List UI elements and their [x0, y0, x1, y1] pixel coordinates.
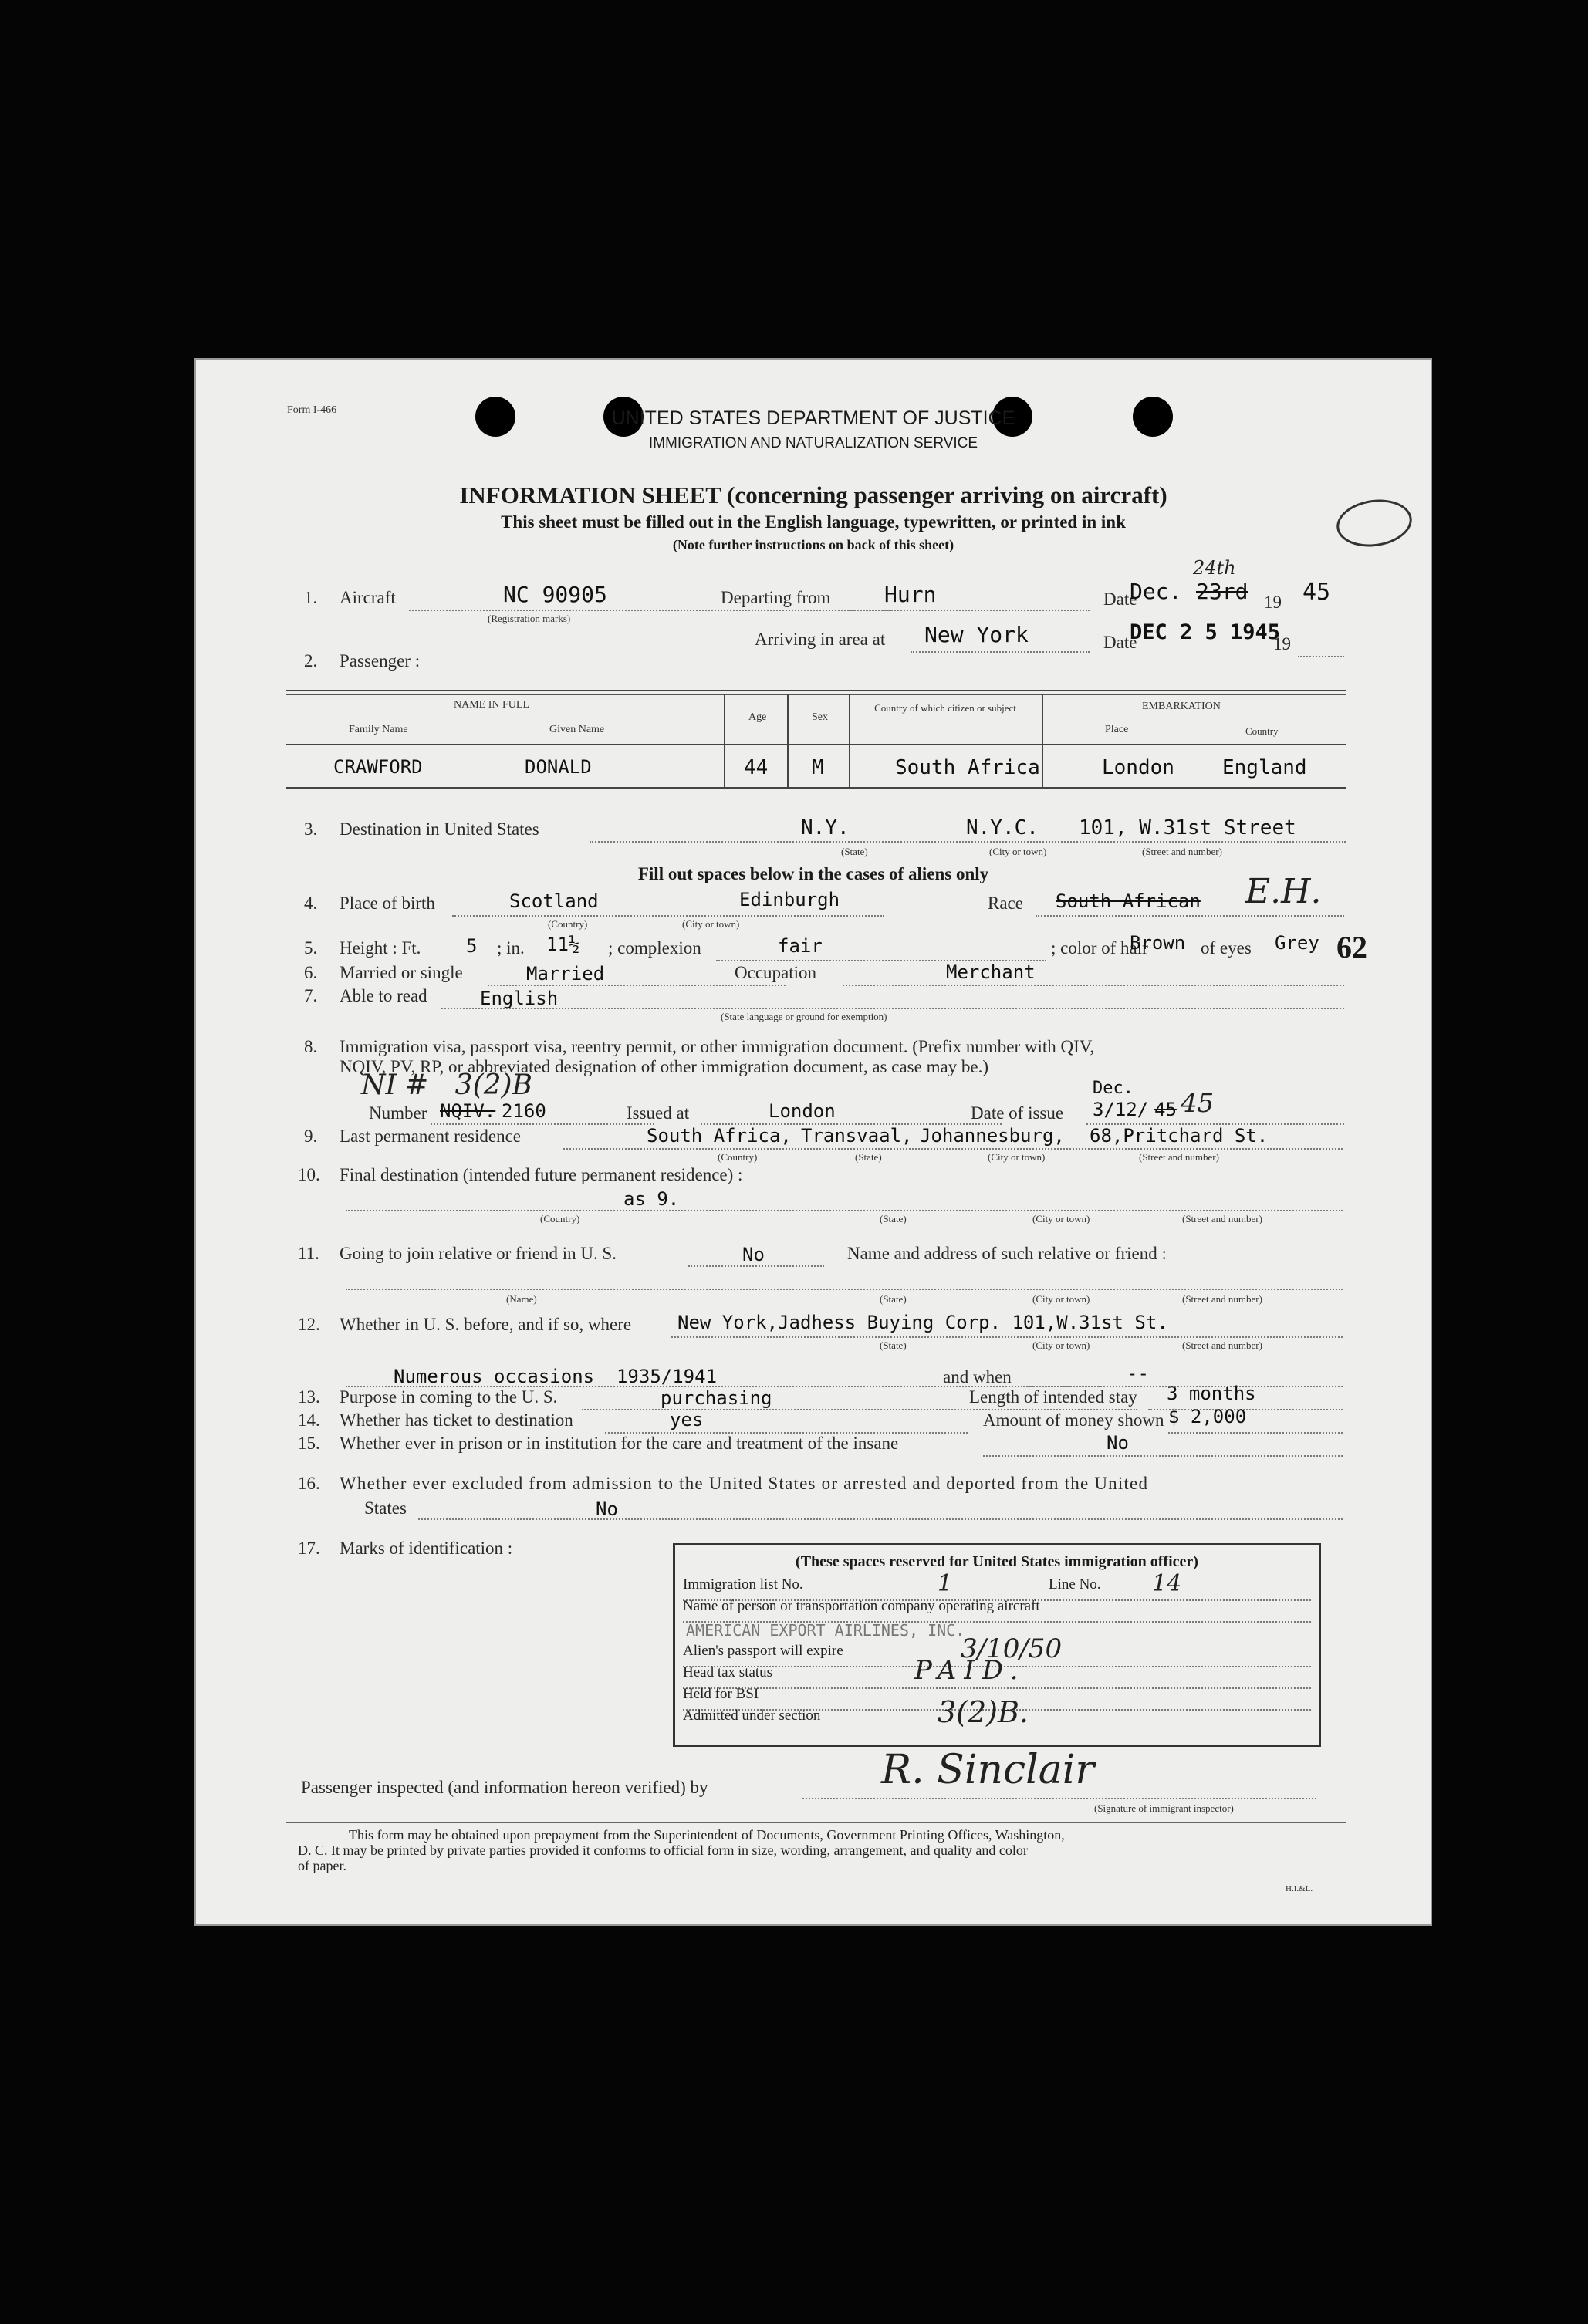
aircraft-label: Aircraft	[340, 588, 396, 607]
before-cap-city: (City or town)	[1032, 1339, 1090, 1351]
line-label: Line No.	[1049, 1576, 1101, 1593]
age-header: Age	[748, 711, 767, 723]
residence-cap-street: (Street and number)	[1139, 1151, 1219, 1163]
excluded-value: No	[596, 1498, 618, 1520]
ticket-value: yes	[670, 1409, 704, 1431]
ticket-label: Whether has ticket to destination	[340, 1410, 573, 1430]
q2-number: 2.	[304, 651, 318, 671]
citizen-header: Country of which citizen or subject	[874, 702, 1016, 714]
q9-number: 9.	[304, 1127, 318, 1146]
inspection-label: Passenger inspected (and information hereon verified) by	[301, 1778, 708, 1797]
eyes-label: of eyes	[1201, 938, 1252, 958]
residence-cap-country: (Country)	[718, 1151, 758, 1163]
arriving-label: Arriving in area at	[755, 630, 886, 649]
list-value: 1	[938, 1570, 953, 1597]
read-label: Able to read	[340, 986, 427, 1005]
passport-expire-label: Alien's passport will expire	[683, 1643, 843, 1659]
date-value: Dec.	[1130, 579, 1182, 604]
q14-number: 14.	[298, 1410, 320, 1430]
when-value: --	[1127, 1363, 1149, 1384]
relative-label: Going to join relative or friend in U. S.	[340, 1244, 617, 1263]
complexion-value: fair	[778, 935, 823, 957]
birth-country: Scotland	[509, 890, 599, 912]
before-value: New York,Jadhess Buying Corp. 101,W.31st St.	[677, 1312, 1168, 1333]
given-name-value: DONALD	[525, 756, 592, 778]
issue-date-above: Dec.	[1093, 1079, 1134, 1098]
place-value: London	[1102, 756, 1174, 779]
visa-text-1: Immigration visa, passport visa, reentry permit, or other immigration document. (Prefix number with QIV,	[340, 1037, 1095, 1056]
cap-street: (Street and number)	[1142, 846, 1222, 857]
height-in-label: ; in.	[497, 938, 525, 958]
form-sheet	[194, 358, 1432, 1926]
eyes-value: Grey	[1275, 932, 1319, 954]
residence-street: 68,Pritchard St.	[1090, 1125, 1269, 1147]
admitted-value: 3(2)B.	[938, 1695, 1029, 1729]
embarkation-header: EMBARKATION	[1142, 701, 1221, 712]
money-value: $ 2,000	[1168, 1406, 1247, 1427]
list-label: Immigration list No.	[683, 1576, 803, 1593]
given-name-header: Given Name	[549, 724, 605, 735]
excluded-label-2: States	[364, 1498, 407, 1518]
instructions-note: (Note further instructions on back of this sheet)	[672, 537, 954, 552]
name-in-full-header: NAME IN FULL	[454, 699, 529, 711]
aliens-heading: Fill out spaces below in the cases of aliens only	[637, 864, 989, 883]
occupation-label: Occupation	[735, 963, 817, 982]
residence-state: Transvaal,	[801, 1125, 913, 1147]
birth-cap-city: (City or town)	[682, 918, 740, 930]
birth-cap-country: (Country)	[548, 918, 588, 930]
before-label: Whether in U. S. before, and if so, where	[340, 1315, 632, 1334]
stay-value: 3 months	[1167, 1383, 1256, 1404]
destination-city: N.Y.C.	[966, 816, 1039, 839]
final-cap-state: (State)	[880, 1213, 907, 1224]
final-cap-city: (City or town)	[1032, 1213, 1090, 1224]
officer-box-heading: (These spaces reserved for United States immigration officer)	[796, 1553, 1198, 1570]
q12-number: 12.	[298, 1315, 320, 1334]
issued-label: Issued at	[627, 1103, 690, 1123]
country-header: Country	[1245, 725, 1279, 737]
footer-text-3: of paper.	[298, 1858, 346, 1873]
race-value: South African	[1056, 890, 1201, 912]
residence-cap-state: (State)	[855, 1151, 882, 1163]
date2-century: 19	[1273, 634, 1291, 654]
q3-number: 3.	[304, 819, 318, 839]
identification-label: Marks of identification :	[340, 1539, 513, 1558]
visa-number-struck: NQIV.	[440, 1100, 496, 1122]
q17-number: 17.	[298, 1539, 320, 1558]
destination-state: N.Y.	[801, 816, 850, 839]
date-label: Date	[1103, 589, 1137, 609]
hair-value: Brown	[1130, 932, 1186, 954]
married-label: Married or single	[340, 963, 463, 982]
printer-mark: H.I.&L.	[1286, 1884, 1313, 1893]
signature-caption: (Signature of immigrant inspector)	[1094, 1802, 1234, 1814]
before-cap-state: (State)	[880, 1339, 907, 1351]
date2-stamp: DEC 2 5 1945	[1130, 620, 1281, 644]
issue-date-value: 3/12/	[1093, 1099, 1149, 1120]
q5-number: 5.	[304, 938, 318, 958]
officer-box	[673, 1543, 1321, 1747]
purpose-label: Purpose in coming to the U. S.	[340, 1387, 558, 1407]
final-cap-street: (Street and number)	[1182, 1213, 1262, 1224]
passport-expire-value: 3/10/50	[961, 1633, 1063, 1664]
aircraft-value: NC 90905	[503, 582, 607, 607]
q7-number: 7.	[304, 986, 318, 1005]
department-title: UNITED STATES DEPARTMENT OF JUSTICE	[611, 407, 1015, 429]
residence-label: Last permanent residence	[340, 1127, 521, 1146]
complexion-label: ; complexion	[608, 938, 701, 958]
head-tax-label: Head tax status	[683, 1664, 773, 1681]
registration-caption: (Registration marks)	[488, 613, 571, 624]
inspector-signature: R. Sinclair	[881, 1747, 1095, 1793]
before-cap-street: (Street and number)	[1182, 1339, 1262, 1351]
relative-cap-state: (State)	[880, 1293, 907, 1305]
visa-number-value: 2160	[502, 1100, 546, 1122]
margin-number: 62	[1336, 930, 1367, 964]
page-title: INFORMATION SHEET (concerning passenger arriving on aircraft)	[459, 481, 1167, 508]
residence-country: South Africa,	[647, 1125, 792, 1147]
visa-handwritten: NI # 3(2)B	[361, 1069, 533, 1101]
citizen-value: South Africa	[895, 756, 1040, 779]
q6-number: 6.	[304, 963, 318, 982]
race-label: Race	[988, 893, 1023, 913]
sex-header: Sex	[812, 711, 828, 723]
country-value: England	[1222, 756, 1307, 779]
age-value: 44	[744, 756, 769, 779]
relative-name-label: Name and address of such relative or friend :	[847, 1244, 1167, 1263]
residence-cap-city: (City or town)	[988, 1151, 1046, 1163]
q10-number: 10.	[298, 1165, 320, 1184]
relative-value: No	[742, 1244, 765, 1265]
place-header: Place	[1105, 724, 1129, 735]
q8-number: 8.	[304, 1037, 318, 1056]
residence-city: Johannesburg,	[920, 1125, 1065, 1147]
final-destination-value: as 9.	[623, 1188, 680, 1210]
visa-number-label: Number	[369, 1103, 427, 1123]
relative-cap-city: (City or town)	[1032, 1293, 1090, 1305]
issue-date-handwritten: 45	[1181, 1088, 1215, 1119]
destination-label: Destination in United States	[340, 819, 539, 839]
family-name-value: CRAWFORD	[333, 756, 423, 778]
cap-state: (State)	[841, 846, 868, 857]
height-in: 11½	[546, 934, 580, 955]
prison-value: No	[1107, 1432, 1129, 1454]
footer-text-2: D. C. It may be printed by private parties provided it conforms to official form in size, wording, arrangement, and quality and color	[298, 1843, 1028, 1858]
service-title: IMMIGRATION AND NATURALIZATION SERVICE	[648, 435, 978, 451]
date-year: 45	[1302, 579, 1331, 606]
issued-value: London	[769, 1100, 836, 1122]
married-value: Married	[526, 963, 605, 985]
destination-street: 101, W.31st Street	[1079, 816, 1296, 839]
date2-label: Date	[1103, 633, 1137, 652]
read-value: English	[480, 988, 559, 1009]
birth-label: Place of birth	[340, 893, 435, 913]
operator-label: Name of person or transportation company operating aircraft	[683, 1598, 1040, 1614]
operator-value: AMERICAN EXPORT AIRLINES, INC.	[686, 1621, 965, 1640]
visa-text-2: NQIV, PV, RP, or abbreviated designation of other immigration document, as case may be.)	[340, 1057, 989, 1076]
q11-number: 11.	[298, 1244, 319, 1263]
when-label: and when	[943, 1367, 1012, 1387]
cap-city: (City or town)	[989, 846, 1047, 857]
stay-label: Length of intended stay	[969, 1387, 1137, 1407]
height-ft: 5	[466, 935, 478, 957]
relative-cap-street: (Street and number)	[1182, 1293, 1262, 1305]
before-occasions: Numerous occasions 1935/1941	[394, 1366, 718, 1387]
line-value: 14	[1152, 1570, 1182, 1597]
race-handwritten: E.H.	[1245, 872, 1322, 911]
family-name-header: Family Name	[349, 724, 408, 735]
birth-city: Edinburgh	[739, 889, 840, 910]
bsi-label: Held for BSI	[683, 1686, 759, 1702]
occupation-value: Merchant	[946, 961, 1036, 983]
footer-text-1: This form may be obtained upon prepayment from the Superintendent of Documents, Government Printing Offices, Washington,	[349, 1827, 1065, 1843]
purpose-value: purchasing	[661, 1387, 772, 1409]
final-cap-country: (Country)	[540, 1213, 580, 1224]
subtitle: This sheet must be filled out in the English language, typewritten, or printed in ink	[501, 512, 1126, 532]
money-label: Amount of money shown	[983, 1410, 1164, 1430]
passenger-label: Passenger :	[340, 651, 421, 671]
sex-value: M	[812, 756, 824, 779]
q16-number: 16.	[298, 1474, 320, 1493]
final-destination-label: Final destination (intended future permanent residence) :	[340, 1165, 743, 1184]
excluded-label-1: Whether ever excluded from admission to the United States or arrested and deported from the United	[340, 1474, 1149, 1493]
date-handwritten: 24th	[1193, 557, 1236, 579]
read-caption: (State language or ground for exemption)	[721, 1011, 887, 1022]
date-century: 19	[1264, 593, 1282, 612]
arriving-value: New York	[924, 622, 1029, 647]
departing-value: Hurn	[884, 582, 937, 607]
q1-number: 1.	[304, 588, 318, 607]
relative-cap-name: (Name)	[506, 1293, 537, 1305]
form-number: Form I-466	[287, 404, 337, 416]
hair-label: ; color of hair	[1051, 938, 1148, 958]
departing-label: Departing from	[721, 588, 831, 607]
q13-number: 13.	[298, 1387, 320, 1407]
q4-number: 4.	[304, 893, 318, 913]
admitted-label: Admitted under section	[683, 1708, 821, 1724]
issue-date-label: Date of issue	[971, 1103, 1064, 1123]
issue-date-struck: 45	[1154, 1099, 1177, 1120]
q15-number: 15.	[298, 1434, 320, 1453]
head-tax-value: PAID.	[914, 1655, 1026, 1686]
date-struck: 23rd	[1196, 579, 1248, 604]
prison-label: Whether ever in prison or in institution for the care and treatment of the insane	[340, 1434, 899, 1453]
height-label: Height : Ft.	[340, 938, 421, 958]
